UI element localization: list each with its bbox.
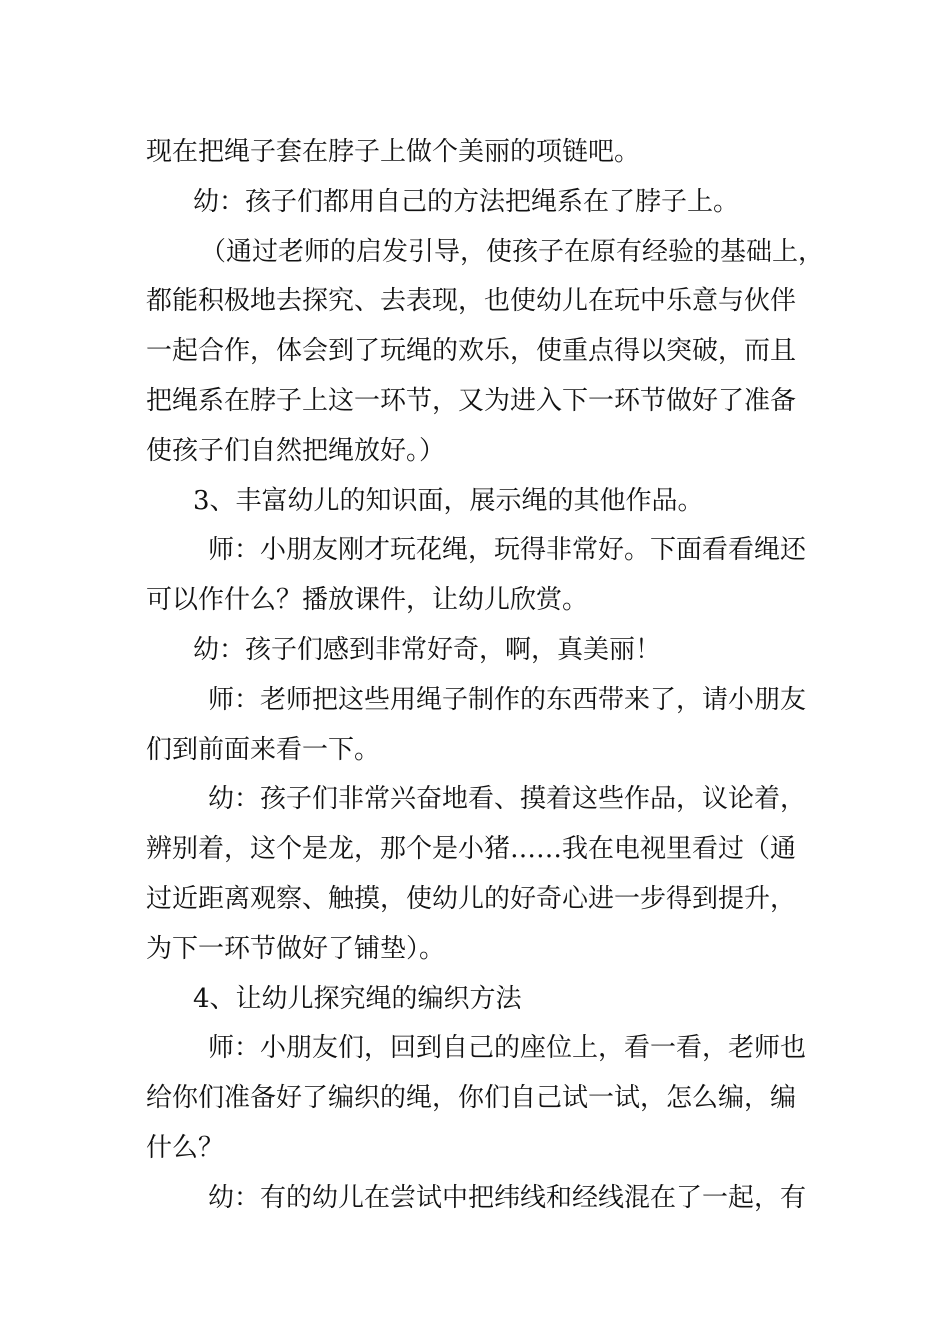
text-line: 师：小朋友们，回到自己的座位上，看一看，老师也 (208, 1033, 807, 1064)
text-line: 现在把绳子套在脖子上做个美丽的项链吧。 (146, 137, 641, 167)
text-line: （通过老师的启发引导，使孩子在原有经验的基础上， (200, 236, 825, 267)
text-line: 辨别着，这个是龙，那个是小猪……我在电视里看过（通 (146, 834, 797, 865)
text-line: 幼：有的幼儿在尝试中把纬线和经线混在了一起，有 (208, 1182, 807, 1213)
text-line: 幼：孩子们感到非常好奇，啊，真美丽！ (193, 634, 662, 665)
text-line: 过近距离观察、触摸，使幼儿的好奇心进一步得到提升， (146, 883, 797, 914)
text-line: 幼：孩子们都用自己的方法把绳系在了脖子上。 (193, 186, 740, 217)
text-line: 使孩子们自然把绳放好。） (146, 435, 446, 466)
section-heading: 4、让幼儿探究绳的编织方法 (193, 983, 522, 1014)
document-text (146, 128, 825, 1224)
text-line: 师：老师把这些用绳子制作的东西带来了，请小朋友 (208, 684, 807, 715)
text-line: 一起合作，体会到了玩绳的欢乐，使重点得以突破，而且 (146, 336, 797, 367)
text-line: 给你们准备好了编织的绳，你们自己试一试，怎么编，编 (146, 1083, 797, 1114)
text-line: 幼：孩子们非常兴奋地看、摸着这些作品，议论着， (208, 784, 807, 815)
section-heading: 3、丰富幼儿的知识面，展示绳的其他作品。 (193, 485, 704, 516)
text-line: 师：小朋友刚才玩花绳，玩得非常好。下面看看绳还 (208, 535, 807, 566)
text-line: 可以作什么？播放课件，让幼儿欣赏。 (146, 585, 589, 616)
text-line: 什么？ (146, 1132, 225, 1163)
text-line: 为下一环节做好了铺垫）。 (146, 933, 446, 964)
text-line: 都能积极地去探究、去表现，也使幼儿在玩中乐意与伙伴 (146, 286, 797, 317)
text-line: 们到前面来看一下。 (146, 734, 381, 765)
text-line: 把绳系在脖子上这一环节，又为进入下一环节做好了准备 (146, 385, 797, 416)
